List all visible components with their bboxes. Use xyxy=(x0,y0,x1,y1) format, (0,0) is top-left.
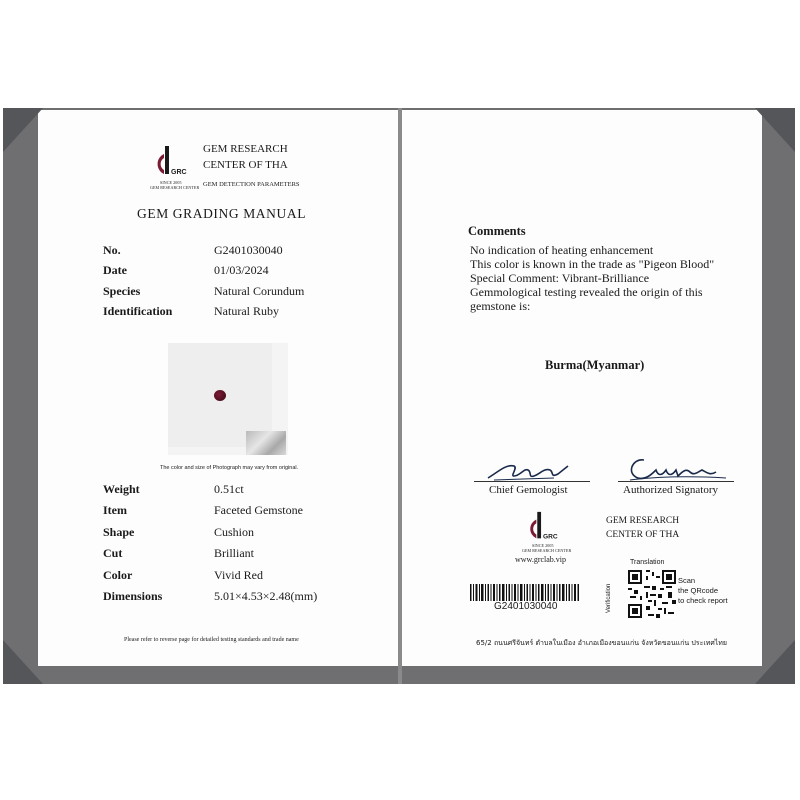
comment-line-1: No indication of heating enhancement xyxy=(470,243,654,257)
website-link[interactable]: www.grclab.vip xyxy=(515,555,567,564)
corner-tab-bottom-left xyxy=(3,640,43,684)
field-label-species: Species xyxy=(103,284,141,298)
qr-scan-line2: the QRcode xyxy=(678,586,719,595)
org-right-line1: GEM RESEARCH xyxy=(606,516,680,526)
field-value-species: Natural Corundum xyxy=(214,284,305,298)
field-label-cut: Cut xyxy=(103,546,123,560)
photo-caption: The color and size of Photograph may vary from original. xyxy=(160,465,299,471)
hologram-sticker xyxy=(246,431,286,455)
field-value-dimensions: 5.01×4.53×2.48(mm) xyxy=(214,589,318,603)
barcode-number: G2401030040 xyxy=(494,601,558,612)
org-name-line2: CENTER OF THA xyxy=(203,159,288,171)
field-value-no: G2401030040 xyxy=(214,243,283,257)
comment-line-3: Special Comment: Vibrant-Brilliance xyxy=(470,271,650,285)
field-label-identification: Identification xyxy=(103,304,173,318)
comments-title: Comments xyxy=(468,224,526,238)
chief-gemologist-label: Chief Gemologist xyxy=(489,484,568,496)
qr-verification-label: Verification xyxy=(606,583,612,613)
corner-tab-bottom-right xyxy=(755,640,795,684)
authorized-signatory-label: Authorized Signatory xyxy=(623,484,719,496)
grc-logo xyxy=(150,144,200,190)
field-value-weight: 0.51ct xyxy=(214,482,244,496)
origin-result: Burma(Myanmar) xyxy=(545,358,645,372)
org-subtitle: GEM DETECTION PARAMETERS xyxy=(203,181,300,188)
logo-right-since: SINCE 2005 xyxy=(532,543,554,548)
footnote: Please refer to reverse page for detailed testing standards and trade name xyxy=(124,637,299,643)
chief-signature-icon xyxy=(484,456,574,484)
org-name-line1: GEM RESEARCH xyxy=(203,143,288,155)
gemstone-photo xyxy=(168,343,288,455)
field-label-weight: Weight xyxy=(103,482,140,496)
ruby-gemstone xyxy=(214,390,226,401)
corner-tab-top-left xyxy=(3,108,43,152)
logo-right-center: GEM RESEARCH CENTER xyxy=(522,548,572,553)
qr-code-icon[interactable] xyxy=(628,570,676,618)
field-label-shape: Shape xyxy=(103,525,135,539)
field-value-shape: Cushion xyxy=(214,525,255,539)
qr-scan-line3: to check report xyxy=(678,596,728,605)
field-value-item: Faceted Gemstone xyxy=(214,503,303,517)
folder-spine xyxy=(398,108,402,684)
logo-right-mark-text: GRC xyxy=(542,533,558,541)
comment-line-2: This color is known in the trade as "Pigeon Blood" xyxy=(470,257,715,271)
comment-line-4: Gemmological testing revealed the origin of this xyxy=(470,285,703,299)
field-label-date: Date xyxy=(103,263,127,277)
grc-logo-right xyxy=(522,510,572,556)
comment-line-5: gemstone is: xyxy=(470,299,531,313)
field-value-identification: Natural Ruby xyxy=(214,304,279,318)
logo-mark-text: GRC xyxy=(171,169,187,176)
qr-scan-line1: Scan xyxy=(678,576,696,585)
grc-logo-right-icon xyxy=(522,510,562,544)
authorized-signature-icon xyxy=(622,452,732,484)
field-value-color: Vivid Red xyxy=(214,568,263,582)
logo-since: SINCE 2005 xyxy=(160,180,182,185)
corner-tab-top-right xyxy=(755,108,795,152)
field-label-color: Color xyxy=(103,568,133,582)
qr-instructions xyxy=(678,576,728,606)
manual-title: GEM GRADING MANUAL xyxy=(137,206,307,221)
logo-center: GEM RESEARCH CENTER xyxy=(150,185,200,190)
field-label-item: Item xyxy=(103,503,127,517)
field-value-cut: Brilliant xyxy=(214,546,254,560)
field-label-dimensions: Dimensions xyxy=(103,589,163,603)
barcode-icon xyxy=(470,584,580,601)
field-label-no: No. xyxy=(103,243,121,257)
qr-translation-label: Translation xyxy=(630,559,665,566)
chief-signature-line xyxy=(474,481,590,482)
org-right-line2: CENTER OF THA xyxy=(606,530,680,540)
authorized-signature-line xyxy=(618,481,734,482)
field-value-date: 01/03/2024 xyxy=(214,263,269,277)
grc-logo-icon xyxy=(150,144,190,180)
address-footer: 65/2 ถนนศรีจันทร์ ตำบลในเมือง อำเภอเมืองขอนแก่น จังหวัดขอนแก่น ประเทศไทย xyxy=(476,639,728,647)
